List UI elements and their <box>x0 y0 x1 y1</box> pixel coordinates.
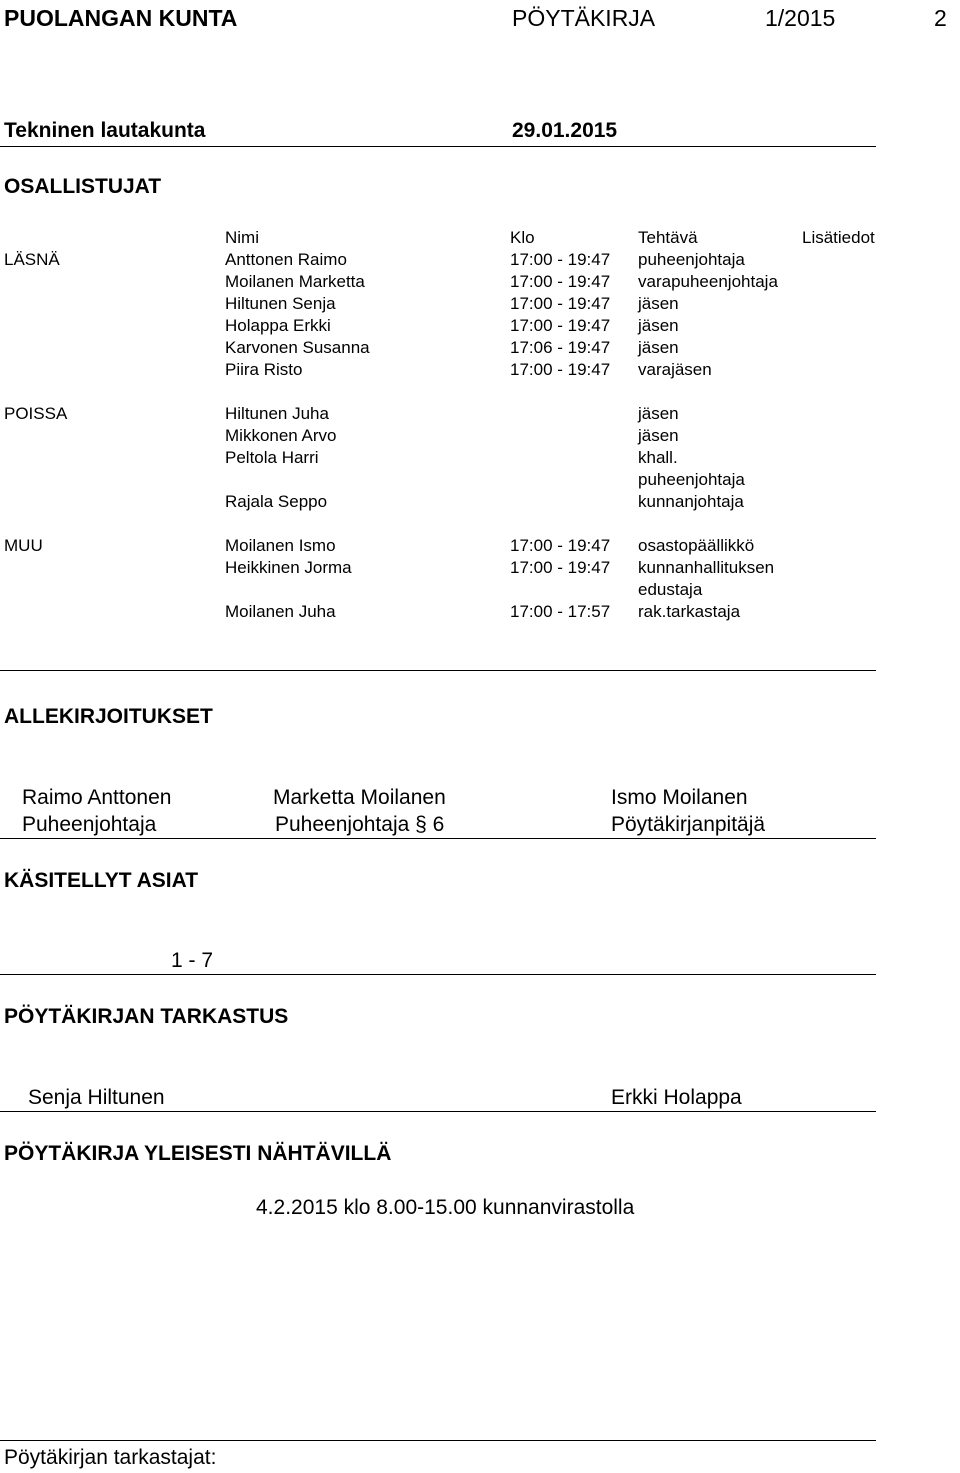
rule-signatures <box>0 838 876 839</box>
participant-role: jäsen <box>638 404 679 423</box>
participant-role: varapuheenjohtaja <box>638 272 778 291</box>
public-display-text: 4.2.2015 klo 8.00-15.00 kunnanvirastolla <box>256 1196 635 1219</box>
participant-time: 17:00 - 19:47 <box>510 558 611 577</box>
signer-name: Ismo Moilanen <box>611 786 748 809</box>
participant-name: Rajala Seppo <box>225 492 328 511</box>
column-name: Nimi <box>225 228 259 247</box>
group-label-present: LÄSNÄ <box>4 250 60 269</box>
rule-meeting <box>0 146 876 147</box>
column-info: Lisätiedot <box>802 228 875 247</box>
rule-items <box>0 974 876 975</box>
participant-time: 17:00 - 19:47 <box>510 536 611 555</box>
reviewer-name: Senja Hiltunen <box>28 1086 165 1109</box>
participant-time: 17:00 - 19:47 <box>510 272 611 291</box>
participant-role: kunnanjohtaja <box>638 492 744 511</box>
reviewer-name: Erkki Holappa <box>611 1086 742 1109</box>
document-number: 1/2015 <box>765 5 836 31</box>
participant-name: Peltola Harri <box>225 448 319 467</box>
group-label-other: MUU <box>4 536 43 555</box>
participant-name: Hiltunen Senja <box>225 294 336 313</box>
participant-name: Piira Risto <box>225 360 303 379</box>
signatures-heading: ALLEKIRJOITUKSET <box>4 705 213 728</box>
rule-review <box>0 1111 876 1112</box>
participant-role: jäsen <box>638 316 679 335</box>
participant-role: jäsen <box>638 426 679 445</box>
participant-role-continued: puheenjohtaja <box>638 470 745 489</box>
signer-title: Pöytäkirjanpitäjä <box>611 813 766 836</box>
participant-time: 17:00 - 19:47 <box>510 360 611 379</box>
review-heading: PÖYTÄKIRJAN TARKASTUS <box>4 1005 289 1028</box>
group-label-absent: POISSA <box>4 404 68 423</box>
participant-name: Holappa Erkki <box>225 316 331 335</box>
meeting-date: 29.01.2015 <box>512 119 618 142</box>
column-role: Tehtävä <box>638 228 698 247</box>
participant-time: 17:00 - 17:57 <box>510 602 611 621</box>
participant-name: Anttonen Raimo <box>225 250 347 269</box>
municipality-name: PUOLANGAN KUNTA <box>4 5 238 31</box>
participant-time: 17:00 - 19:47 <box>510 294 611 313</box>
signer-title: Puheenjohtaja § 6 <box>275 813 445 836</box>
participant-time: 17:00 - 19:47 <box>510 316 611 335</box>
participant-role: osastopäällikkö <box>638 536 755 555</box>
participant-name: Moilanen Marketta <box>225 272 365 291</box>
column-time: Klo <box>510 228 535 247</box>
participant-time: 17:00 - 19:47 <box>510 250 611 269</box>
participants-heading: OSALLISTUJAT <box>4 175 162 198</box>
items-range: 1 - 7 <box>171 949 214 972</box>
public-heading: PÖYTÄKIRJA YLEISESTI NÄHTÄVILLÄ <box>4 1142 392 1165</box>
participant-role-continued: edustaja <box>638 580 703 599</box>
signer-name: Marketta Moilanen <box>273 786 446 809</box>
reviewers-label: Pöytäkirjan tarkastajat: <box>4 1446 217 1469</box>
page-number: 2 <box>934 5 947 31</box>
participant-name: Hiltunen Juha <box>225 404 329 423</box>
participant-role: varajäsen <box>638 360 712 379</box>
participant-role: puheenjohtaja <box>638 250 745 269</box>
meeting-body: Tekninen lautakunta <box>4 119 206 142</box>
rule-participants <box>0 670 876 671</box>
participant-role: kunnanhallituksen <box>638 558 775 577</box>
participant-name: Moilanen Juha <box>225 602 336 621</box>
rule-footer <box>0 1440 876 1441</box>
signer-title: Puheenjohtaja <box>22 813 157 836</box>
participant-role: rak.tarkastaja <box>638 602 741 621</box>
items-heading: KÄSITELLYT ASIAT <box>4 869 199 892</box>
participant-name: Moilanen Ismo <box>225 536 336 555</box>
participant-name: Mikkonen Arvo <box>225 426 337 445</box>
document-type: PÖYTÄKIRJA <box>512 5 656 31</box>
participant-role: jäsen <box>638 338 679 357</box>
participant-name: Karvonen Susanna <box>225 338 370 357</box>
participant-name: Heikkinen Jorma <box>225 558 352 577</box>
participant-role: jäsen <box>638 294 679 313</box>
signer-name: Raimo Anttonen <box>22 786 172 809</box>
participant-time: 17:06 - 19:47 <box>510 338 611 357</box>
participant-role: khall. <box>638 448 678 467</box>
